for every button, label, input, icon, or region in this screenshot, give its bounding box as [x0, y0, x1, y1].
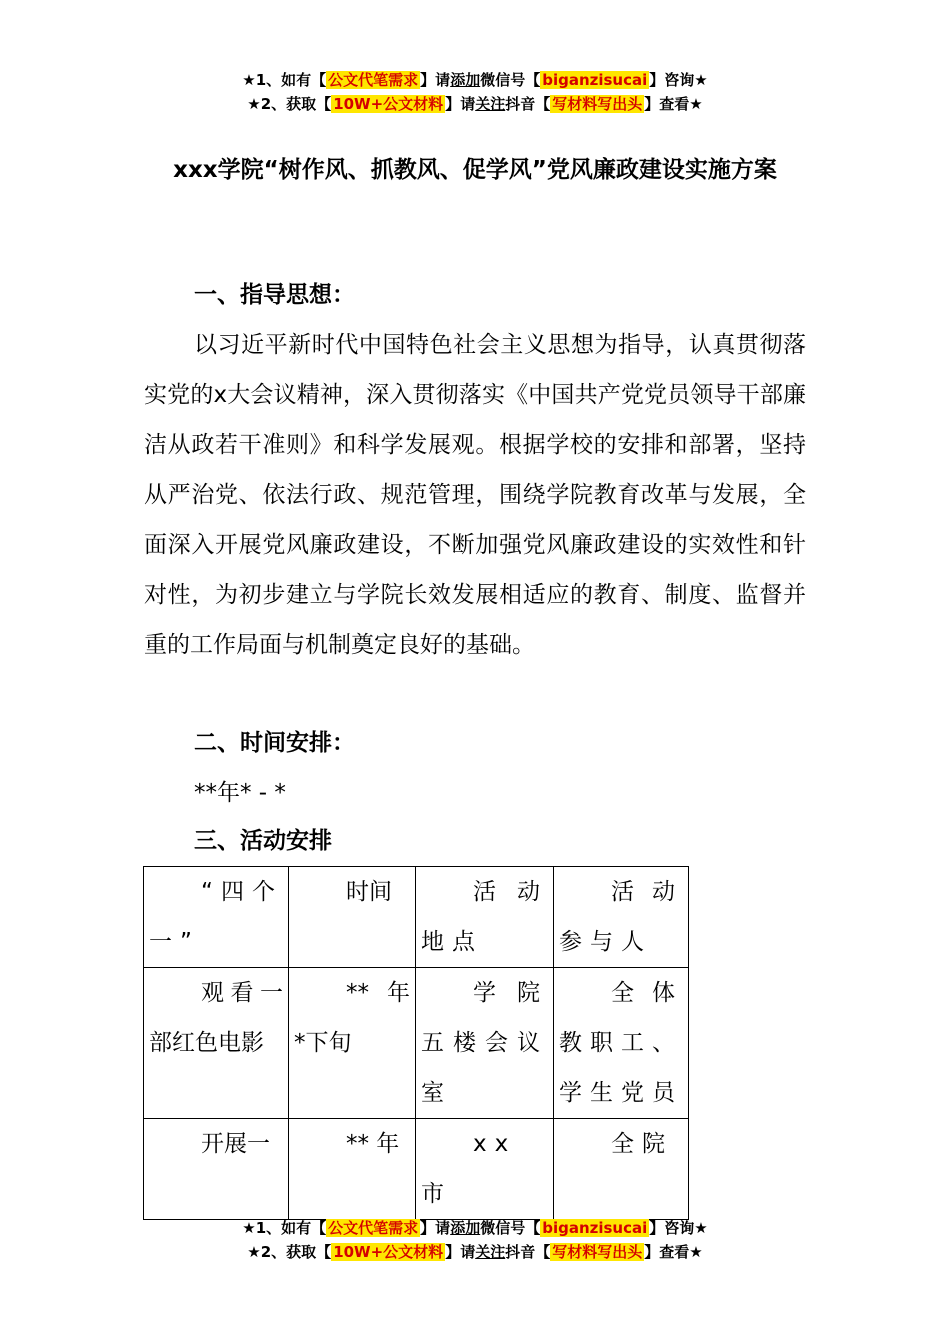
promo-text: 微信号【 — [480, 71, 541, 89]
promo-douyin-id: 写材料写出头 — [552, 95, 643, 113]
promo-banner-bottom — [0, 1216, 950, 1264]
table-cell: ** 年 *下旬 — [289, 968, 416, 1119]
promo-underlined: 关注 — [475, 1243, 506, 1261]
promo-text: ★2、获取【 — [247, 95, 332, 113]
promo-douyin-id: 写材料写出头 — [552, 1243, 643, 1261]
promo-highlight: 10W+公文材料 — [333, 95, 444, 113]
table-row — [144, 968, 689, 1119]
table-header-cell: 活动地点 — [416, 867, 554, 968]
promo-text: 】请 — [445, 1243, 476, 1261]
table-header-cell: 时间 — [289, 867, 416, 968]
promo-banner-top — [0, 68, 950, 116]
promo-line-1 — [0, 1216, 950, 1240]
promo-text: 抖音【 — [505, 95, 551, 113]
table-cell: 全院 — [554, 1119, 689, 1220]
table-header-cell: “四个一” — [144, 867, 289, 968]
guiding-paragraph: 以习近平新时代中国特色社会主义思想为指导，认真贯彻落实党的x大会议精神，深入贯彻落实《中国共产党党员领导干部廉洁从政若干准则》和科学发展观。根据学校的安排和部署，坚持从严治党、依法行政、规范管理，围绕学院教育改革与发展，全面深入开展党风廉政建设，不断加强党风廉政建设的实效性和针对性，为初步建立与学院长效发展相适应的教育、制度、监督并重的工作局面与机制奠定良好的基础。 — [144, 332, 806, 658]
promo-highlight: 公文代笔需求 — [328, 1219, 419, 1237]
promo-text: 微信号【 — [480, 1219, 541, 1237]
time-value: **年* - * — [194, 780, 286, 806]
promo-text: 抖音【 — [505, 1243, 551, 1261]
promo-text: ★1、如有【 — [242, 71, 327, 89]
table-row — [144, 1119, 689, 1220]
table-cell: 观看一部红色电影 — [144, 968, 289, 1119]
promo-wechat-id: biganzisucai — [542, 71, 648, 89]
table-cell: 全体教职工、学生党员 — [554, 968, 689, 1119]
table-header-cell: 活动参与人 — [554, 867, 689, 968]
table-cell: xx 市 — [416, 1119, 554, 1220]
table-header-row — [144, 867, 689, 968]
document-title: xxx学院“树作风、抓教风、促学风”党风廉政建设实施方案 — [173, 157, 777, 183]
promo-text: ★2、获取【 — [247, 1243, 332, 1261]
activity-table — [143, 866, 689, 1220]
section-heading-activities: 三、活动安排 — [194, 828, 332, 854]
promo-text: ★1、如有【 — [242, 1219, 327, 1237]
section-heading-guiding: 一、指导思想： — [194, 282, 355, 308]
promo-text: 】查看★ — [644, 95, 703, 113]
table-cell: 开展一 — [144, 1119, 289, 1220]
promo-highlight: 公文代笔需求 — [328, 71, 419, 89]
promo-text: 】咨询★ — [649, 71, 708, 89]
promo-line-2 — [0, 1240, 950, 1264]
promo-highlight: 10W+公文材料 — [333, 1243, 444, 1261]
section-heading-time: 二、时间安排： — [194, 730, 355, 756]
promo-line-2 — [0, 92, 950, 116]
promo-line-1 — [0, 68, 950, 92]
promo-text: 】请 — [420, 1219, 451, 1237]
promo-underlined: 关注 — [475, 95, 506, 113]
promo-underlined: 添加 — [450, 1219, 481, 1237]
table-cell: 学院五楼会议室 — [416, 968, 554, 1119]
promo-text: 】查看★ — [644, 1243, 703, 1261]
promo-text: 】请 — [445, 95, 476, 113]
promo-text: 】请 — [420, 71, 451, 89]
table-cell: ** 年 — [289, 1119, 416, 1220]
promo-text: 】咨询★ — [649, 1219, 708, 1237]
promo-underlined: 添加 — [450, 71, 481, 89]
promo-wechat-id: biganzisucai — [542, 1219, 648, 1237]
